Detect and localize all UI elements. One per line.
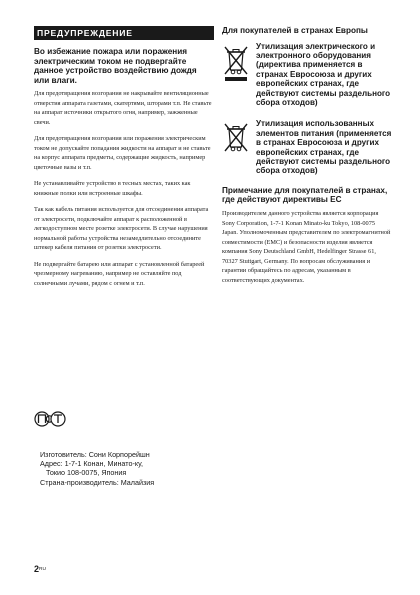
pct-certification-icon	[34, 411, 66, 432]
paragraph-liquid: Для предотвращения возгорания или поражения электрическим током не допускайте попадания жидкости на аппарат и не ставьте на корпус аппарата предметы, содержащие жидкость, например цветочные вазы и т.п.	[34, 135, 211, 171]
page-number-value: 2	[34, 564, 40, 574]
crossed-bin-icon	[222, 121, 250, 157]
right-column	[222, 26, 392, 285]
manufacturer-address: Адрес: 1-7-1 Конан, Минато-ку,	[40, 459, 143, 469]
battery-disposal-section	[222, 119, 392, 175]
manufacturer-info	[40, 450, 154, 487]
manufacturer-city: Токио 108-0075, Япония	[46, 468, 127, 478]
left-column	[34, 26, 214, 288]
paragraph-battery: Не подвергайте батарею или аппарат с установленной батареей чрезмерному нагреванию, например не оставляйте под солнечными лучами, рядом с огнем и т.п.	[34, 260, 205, 287]
warning-heading: Во избежание пожара или поражения электрическим током не подвергайте данное устройство воздействию дождя или влаги.	[34, 47, 197, 85]
ec-heading: Примечание для покупателей в странах, где действуют директивы ЕС	[222, 185, 388, 205]
page-lang-code: RU	[39, 567, 46, 572]
europe-heading: Для покупателей в странах Европы	[222, 26, 368, 35]
paragraph-ventilation: Для предотвращения возгорания не накрывайте вентиляционные отверстия аппарата газетами, скатертями, шторами т.п. Не ставьте на аппарат источники открытого огня, например, зажженные свечи.	[34, 90, 212, 126]
ec-paragraph: Производителем данного устройства является корпорация Sony Corporation, 1-7-1 Konan Minato-ku Tokyo, 108-0075 Japan. Уполномоченным представителем по электромагнитной совместимости (EMC) и безопасности изделия является компания Sony Deutschland GmbH, Hedelfinger Strasse 61, 70327 Stuttgart, Germany. По вопросам обслуживания и гарантии обращайтесь по адресам, указанным в соответствующих документах.	[222, 210, 391, 284]
manufacturer-name: Изготовитель: Сони Корпорейшн	[40, 450, 150, 459]
weee-text: Утилизация электрического и электронного оборудования (директива применяется в странах Евросоюза и других европейских странах, где действуют системы раздельного сбора отходов)	[256, 41, 391, 108]
battery-disposal-text: Утилизация использованных элементов питания (применяется в странах Евросоюза и других европейских странах, где действуют системы раздельного сбора отходов)	[256, 119, 392, 176]
manufacturer-country: Страна-производитель: Малайзия	[40, 477, 155, 487]
page-number	[34, 564, 46, 574]
paragraph-placement: Не устанавливайте устройство в тесных местах, таких как книжные полки или встроенные шкафы.	[34, 180, 191, 197]
weee-section	[222, 42, 392, 108]
crossed-bin-icon	[222, 44, 250, 82]
warning-banner: ПРЕДУПРЕЖДЕНИЕ	[34, 26, 214, 40]
paragraph-power-cable: Так как кабель питания используется для отсоединения аппарата от электросети, подключайте аппарат к расположенной в легкодоступном месте розетке электросети. В случае нарушения нормальной работы устройства незамедлительно отсоедините штекер кабеля питания от розетки электросети.	[34, 206, 209, 252]
